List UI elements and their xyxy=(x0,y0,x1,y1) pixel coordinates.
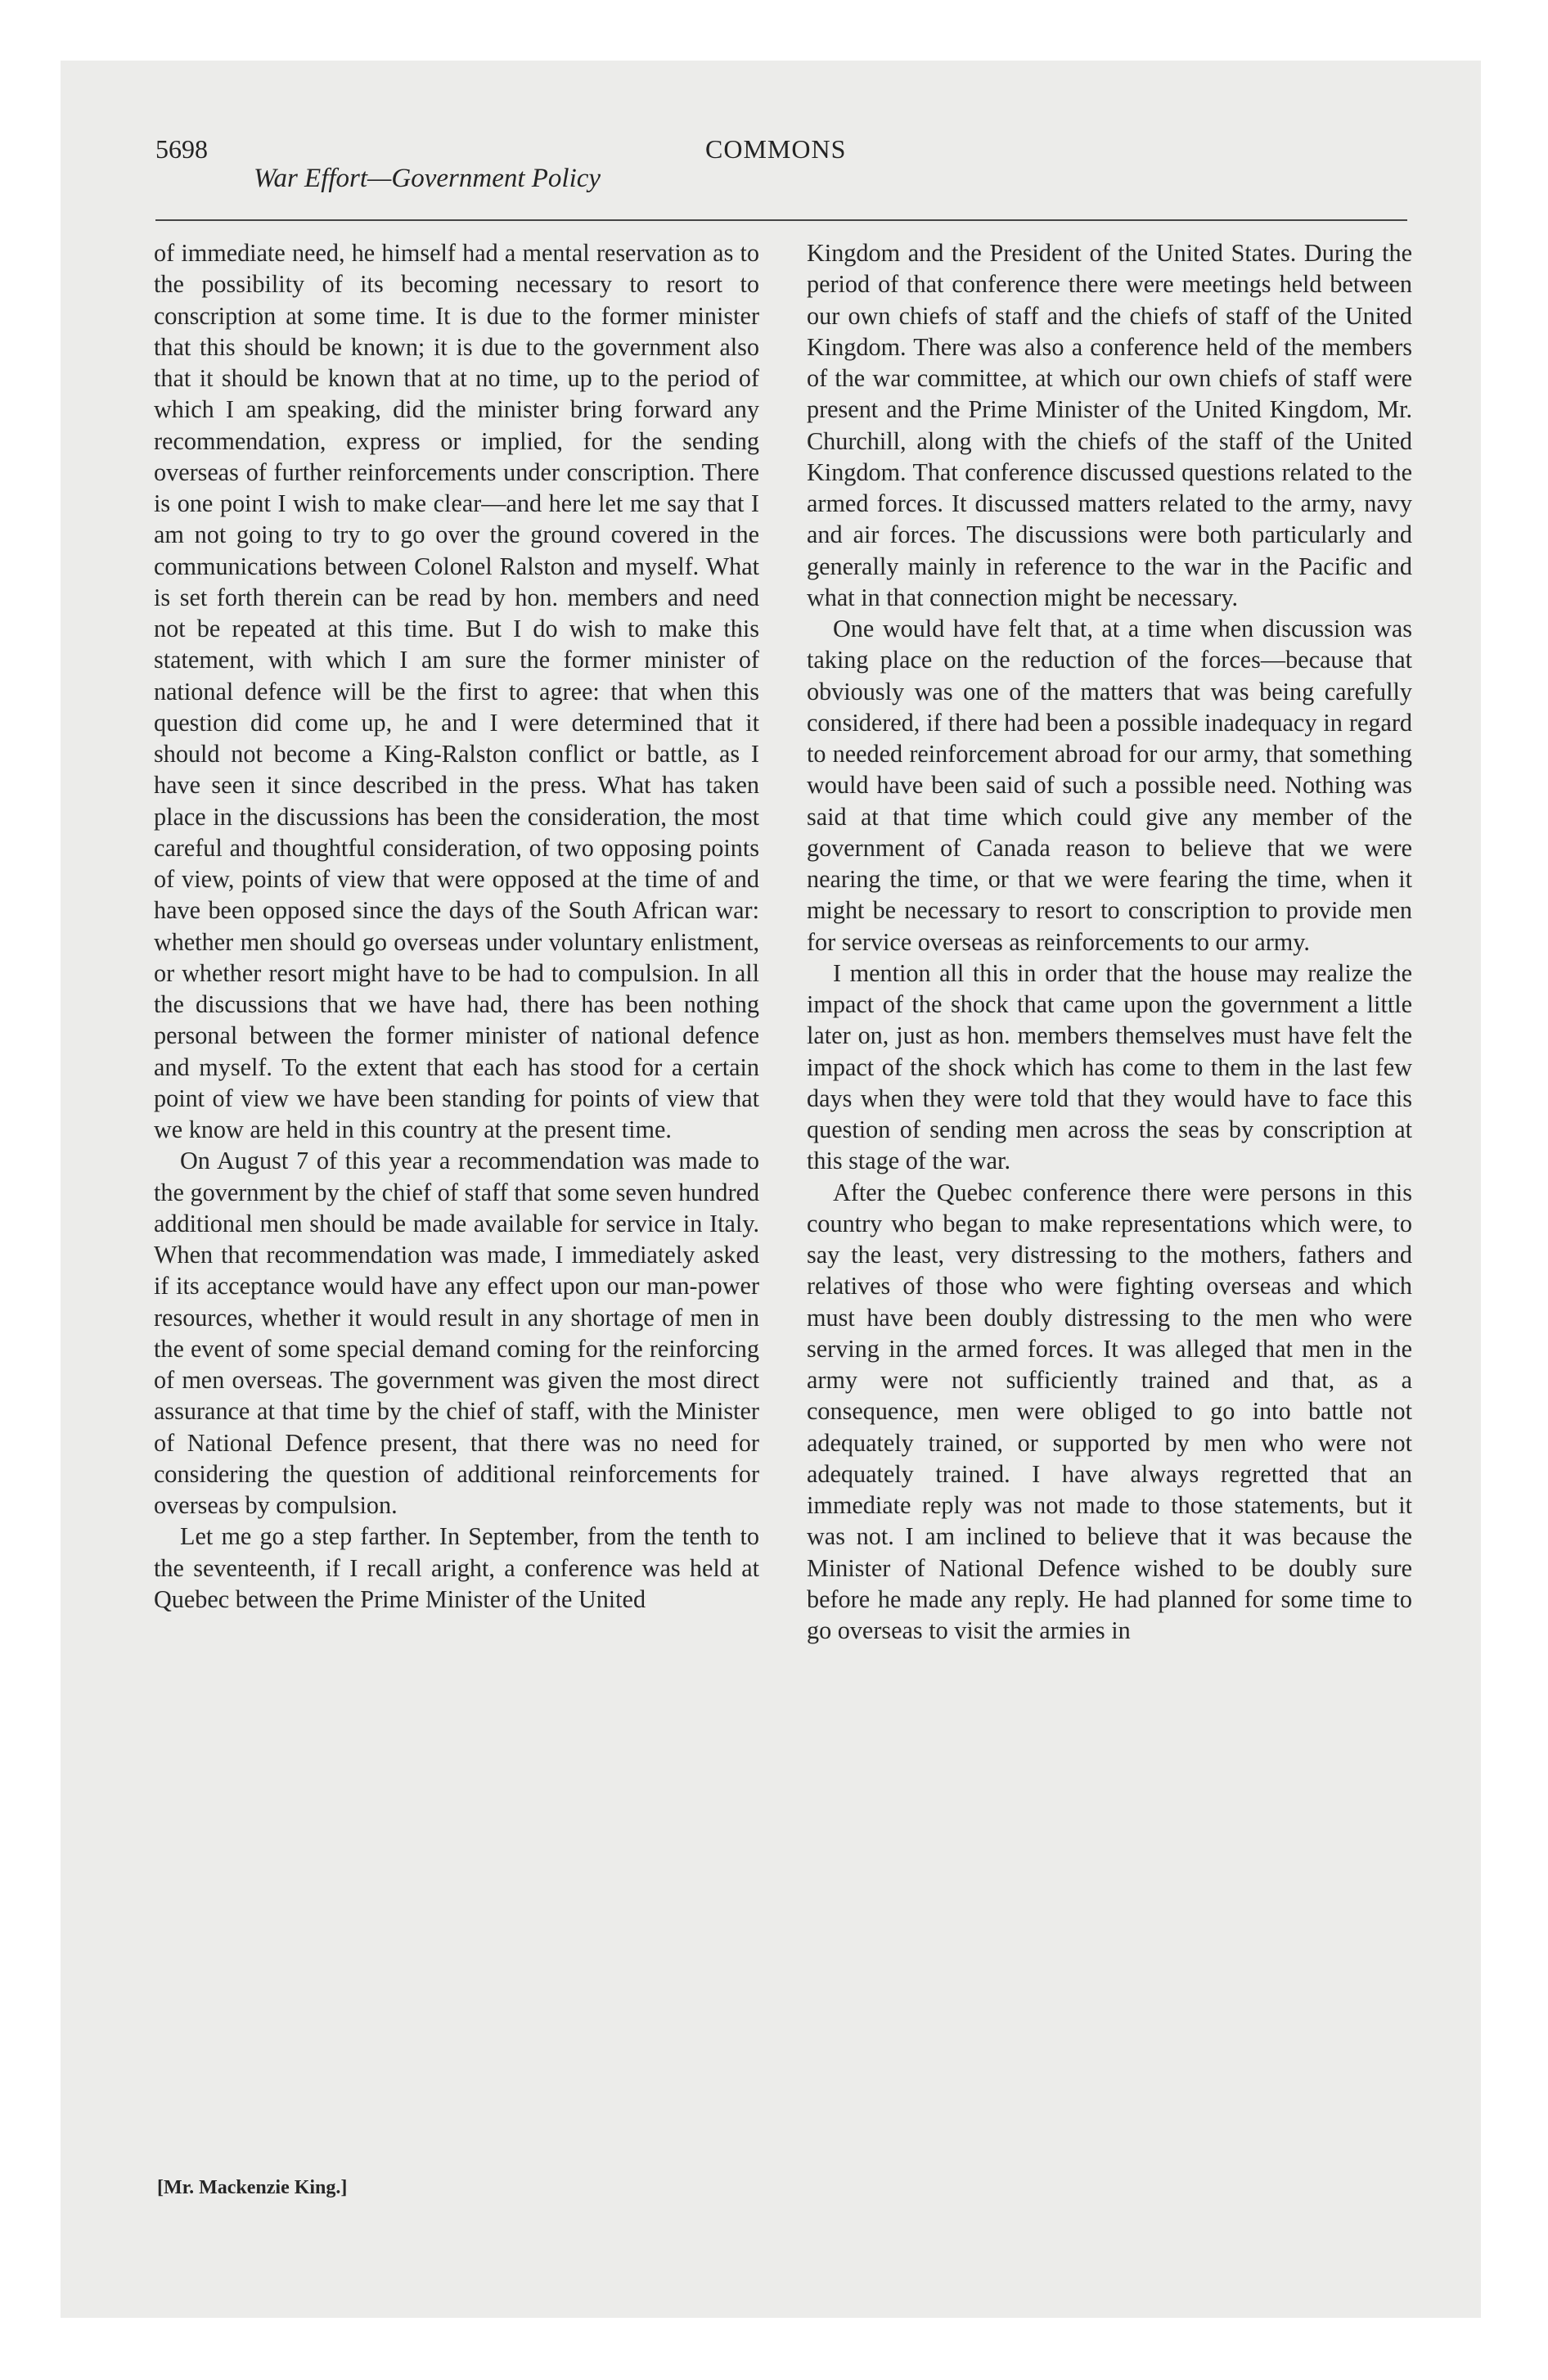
paragraph: Let me go a step farther. In September, from the tenth to the seventeenth, if I recall aright, a conference was held at Quebec between the Prime Minister of the United xyxy=(154,1522,759,1613)
paragraph: One would have felt that, at a time when discussion was taking place on the reduction of the forces—because that obviously was one of the matters that was being carefully considered, if there had been a possible inadequacy in regard to needed reinforcement abroad for our army, that something would have been said of such a possible need. Nothing was said at that time which could give any member of the government of Canada reason to believe that we were nearing the time, or that we were fearing the time, when it might be necessary to resort to conscription to provide men for service overseas as reinforcements to our army. xyxy=(807,615,1412,956)
paragraph: of immediate need, he himself had a mental reservation as to the possibility of its becoming necessary to resort to conscription at some time. It is due to the former minister that this should be known; it is due to the government also that it should be known that at no time, up to the period of which I am speaking, did the minister bring forward any recommendation, express or implied, for the sending overseas of further reinforcements under conscription. There is one point I wish to make clear—and here let me say that I am not going to try to go over the ground covered in the communications between Colonel Ralston and myself. What is set forth therein can be read by hon. members and need not be repeated at this time. But I do wish to make this statement, with which I am sure the former minister of national defence will be the first to agree: that when this question did come up, he and I were determined that it should not become a King-Ralston conflict or battle, as I have seen it since described in the press. What has taken place in the discussions has been the consideration, the most careful and thoughtful consideration, of two opposing points of view, points of view that were opposed at the time of and have been opposed since the days of the South African war: whether men should go overseas under voluntary enlistment, or whether resort might have to be had to compulsion. In all the discussions that we have had, there has been nothing personal between the former minister of national defence and myself. To the extent that each has stood for a certain point of view we have been standing for points of view that we know are held in this country at the present time. xyxy=(154,239,759,1143)
paragraph: I mention all this in order that the house may realize the impact of the shock that came upon the government a little later on, just as hon. members themselves must have felt the impact of the shock which has come to them in the last few days when they were told that they would have to face this question of sending men across the seas by conscription at this stage of the war. xyxy=(807,958,1412,1175)
paragraph: On August 7 of this year a recommendation was made to the government by the chief of staff that some seven hundred additional men should be made available for service in Italy. When that recommendation was made, I immediately asked if its acceptance would have any effect upon our man-power resources, whether it would result in any shortage of men in the event of some special demand coming for the reinforcing of men overseas. The government was given the most direct assurance at that time by the chief of staff, with the Minister of National Defence present, that there was no need for considering the question of additional reinforcements for overseas by compulsion. xyxy=(154,1147,759,1519)
left-column xyxy=(154,237,759,1615)
header-rule xyxy=(155,219,1407,221)
running-title: War Effort—Government Policy xyxy=(254,164,601,193)
page-number: 5698 xyxy=(155,134,208,164)
journal-name: COMMONS xyxy=(705,134,847,164)
paragraph: Kingdom and the President of the United States. During the period of that conference there were meetings held between our own chiefs of staff and the chiefs of staff of the United Kingdom. There was also a conference held of the members of the war committee, at which our own chiefs of staff were present and the Prime Minister of the United Kingdom, Mr. Churchill, along with the chiefs of the staff of the United Kingdom. That conference discussed questions related to the armed forces. It discussed matters related to the army, navy and air forces. The discussions were both particularly and generally mainly in reference to the war in the Pacific and what in that connection might be necessary. xyxy=(807,239,1412,611)
right-column xyxy=(807,237,1412,1646)
paragraph: After the Quebec conference there were persons in this country who began to make representations which were, to say the least, very distressing to the mothers, fathers and relatives of those who were fighting overseas and which must have been doubly distressing to the men who were serving in the armed forces. It was alleged that men in the army were not sufficiently trained and that, as a consequence, men were obliged to go into battle not adequately trained, or supported by men who were not adequately trained. I have always regretted that an immediate reply was not made to those statements, but it was not. I am inclined to believe that it was because the Minister of National Defence wished to be doubly sure before he made any reply. He had planned for some time to go overseas to visit the armies in xyxy=(807,1178,1412,1644)
speaker-attribution: [Mr. Mackenzie King.] xyxy=(157,2177,348,2198)
page-header xyxy=(155,129,1407,203)
